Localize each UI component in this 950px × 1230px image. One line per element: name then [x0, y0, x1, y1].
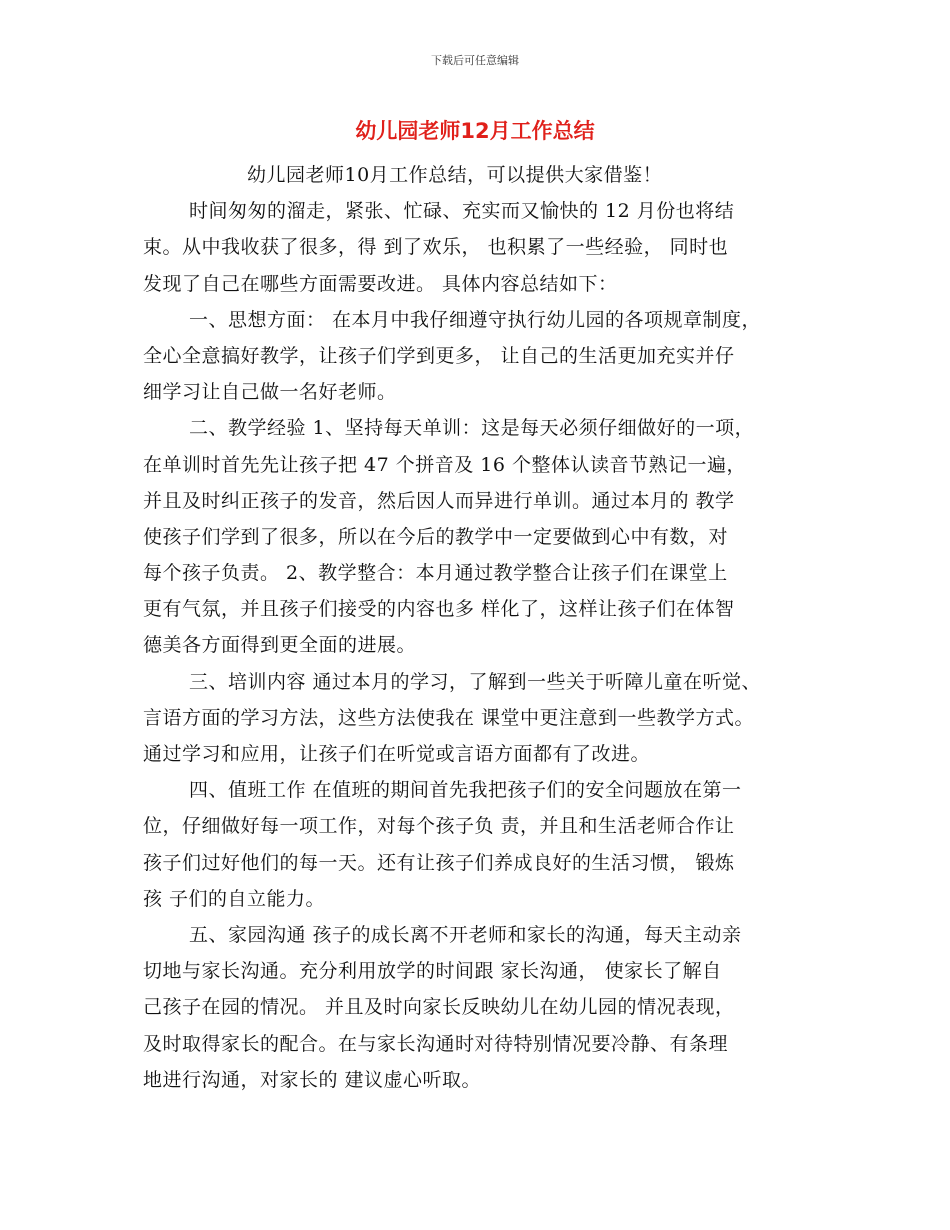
paragraph-line: 更有气氛，并且孩子们接受的内容也多 样化了，这样让孩子们在体智 [143, 598, 735, 621]
paragraph-line: 发现了自己在哪些方面需要改进。 具体内容总结如下： [143, 272, 618, 295]
paragraph-line: 时间匆匆的溜走，紧张、忙碌、充实而又愉快的 12 月份也将结 [189, 200, 735, 223]
paragraph-line: 并且及时纠正孩子的发音，然后因人而异进行单训。通过本月的 教学 [143, 489, 735, 512]
intro-line: 幼儿园老师10月工作总结，可以提供大家借鉴！ [247, 164, 663, 186]
document-title: 幼儿园老师12月工作总结 [355, 119, 595, 143]
paragraph-line: 德美各方面得到更全面的进展。 [143, 634, 417, 657]
paragraph-line: 束。从中我收获了很多，得 到了欢乐， 也积累了一些经验， 同时也 [143, 236, 729, 259]
paragraph-line: 孩 子们的自立能力。 [143, 887, 326, 910]
section-teaching-line: 二、教学经验 1、坚持每天单训：这是每天必须仔细做好的一项， [189, 417, 755, 440]
paragraph-line: 每个孩子负责。 2、教学整合：本月通过教学整合让孩子们在课堂上 [143, 562, 728, 585]
section-training-line: 三、培训内容 通过本月的学习，了解到一些关于听障儿童在听觉、 [189, 670, 762, 693]
section-communication-line: 五、家园沟通 孩子的成长离不开老师和家长的沟通，每天主动亲 [189, 923, 742, 946]
paragraph-line: 及时取得家长的配合。在与家长沟通时对待特别情况要冷静、有条理 [143, 1032, 729, 1055]
document-body [143, 157, 815, 1098]
paragraph-line: 使孩子们学到了很多，所以在今后的教学中一定要做到心中有数，对 [143, 525, 729, 548]
paragraph-line: 细学习让自己做一名好老师。 [143, 381, 397, 404]
paragraph-line: 己孩子在园的情况。 并且及时向家长反映幼儿在幼儿园的情况表现， [143, 996, 735, 1019]
paragraph-line: 地进行沟通，对家长的 建议虚心听取。 [143, 1068, 482, 1091]
paragraph-line: 全心全意搞好教学，让孩子们学到更多， 让自己的生活更加充实并仔 [143, 344, 735, 367]
paragraph-line: 切地与家长沟通。充分利用放学的时间跟 家长沟通， 使家长了解自 [143, 960, 722, 983]
paragraph-line: 在单训时首先先让孩子把 47 个拼音及 16 个整体认读音节熟记一遍， [143, 453, 747, 476]
paragraph-line: 言语方面的学习方法，这些方法使我在 课堂中更注意到一些教学方式。 [143, 706, 755, 729]
section-thought-line: 一、思想方面： 在本月中我仔细遵守执行幼儿园的各项规章制度， [189, 308, 762, 331]
section-duty-line: 四、值班工作 在值班的期间首先我把孩子们的安全问题放在第一 [189, 779, 742, 802]
paragraph-line: 孩子们过好他们的每一天。还有让孩子们养成良好的生活习惯， 锻炼 [143, 851, 735, 874]
paragraph-line: 位，仔细做好每一项工作，对每个孩子负 责，并且和生活老师合作让 [143, 815, 735, 838]
page-header-note: 下载后可任意编辑 [431, 54, 519, 67]
paragraph-line: 通过学习和应用，让孩子们在听觉或言语方面都有了改进。 [143, 743, 651, 765]
